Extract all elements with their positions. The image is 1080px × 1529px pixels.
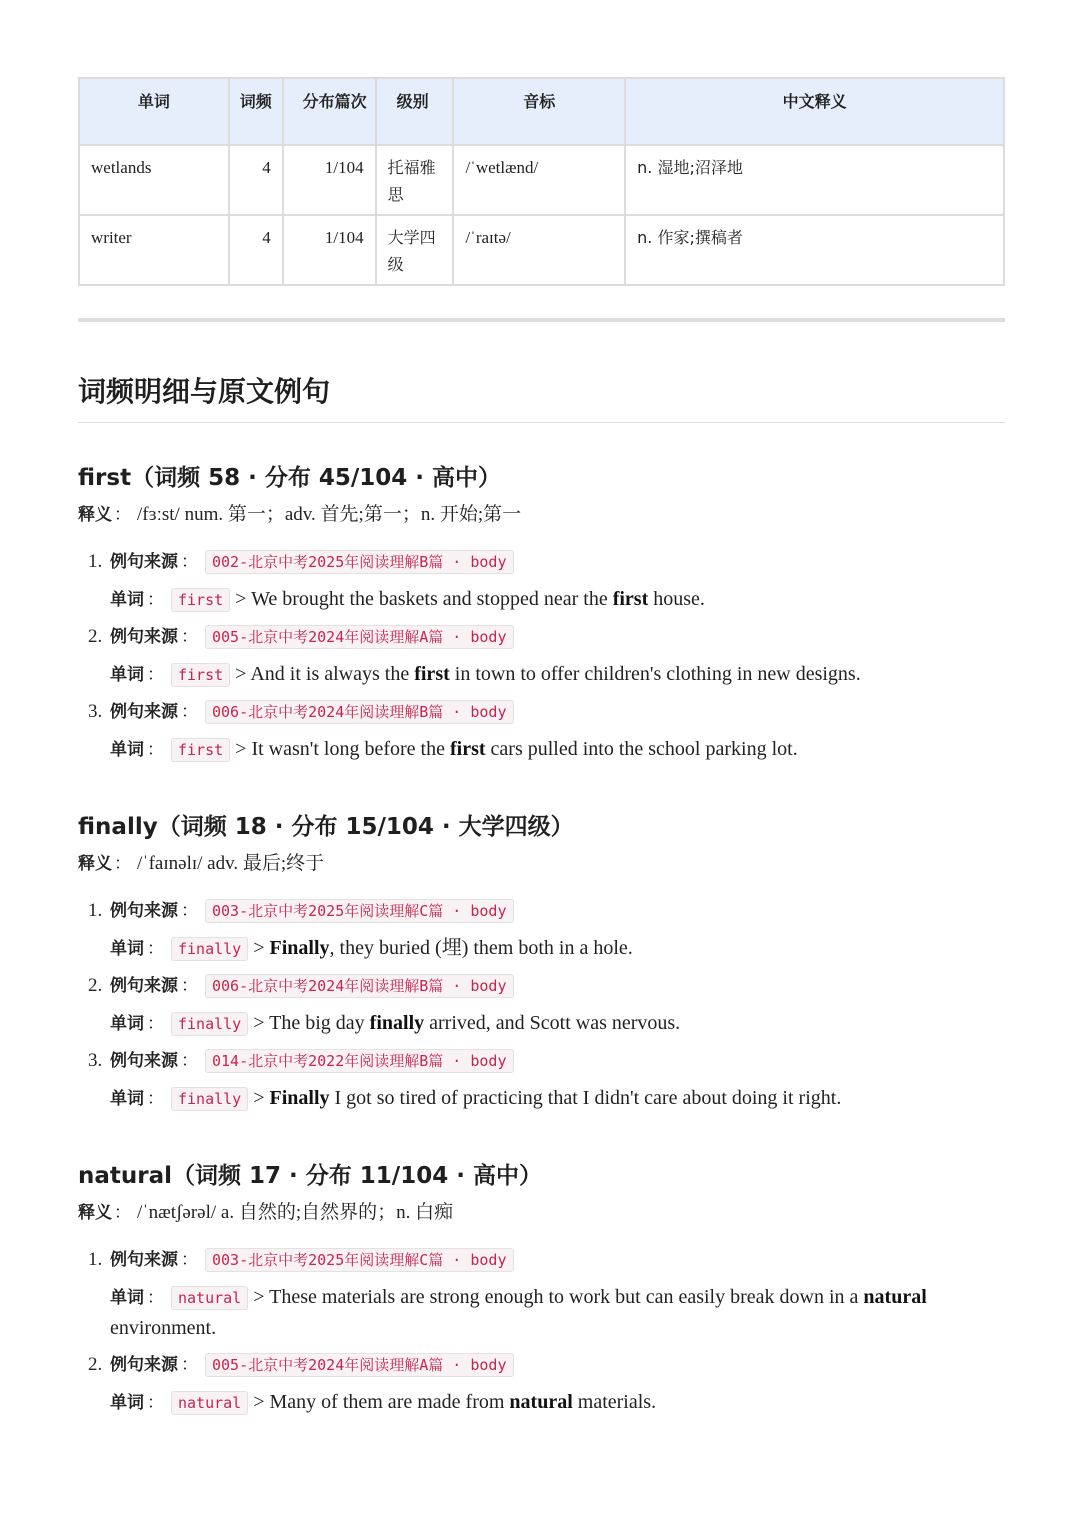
- source-line: [110, 1046, 1005, 1076]
- word-entry: [78, 810, 1005, 1121]
- word-tag: first: [171, 588, 230, 612]
- example-number: 1.: [88, 551, 103, 572]
- horizontal-rule: [78, 318, 1005, 322]
- label-separator: ：: [181, 1051, 198, 1071]
- word-tag: first: [171, 663, 230, 687]
- header-chinese-meaning: 中文释义: [625, 78, 1004, 145]
- highlighted-word: first: [414, 663, 450, 685]
- highlighted-word: first: [449, 738, 486, 760]
- label-separator: ：: [181, 552, 198, 572]
- sentence-arrow: >: [248, 937, 270, 959]
- header-frequency: 词频: [229, 78, 283, 145]
- source-tag: 014-北京中考2022年阅读理解B篇 · body: [205, 1049, 514, 1073]
- example-sentence: [248, 1012, 680, 1034]
- header-phonetic: 音标: [453, 78, 625, 145]
- source-line: [110, 547, 1005, 577]
- sentence-text: cars pulled into the school parking lot.: [485, 738, 798, 760]
- word-label: 单词: [110, 1014, 144, 1034]
- sentence-line: [110, 1083, 1005, 1121]
- example-number: 3.: [88, 701, 103, 722]
- document-page: [78, 77, 1005, 1425]
- word-label: 单词: [110, 740, 144, 760]
- label-separator: ：: [181, 976, 198, 996]
- highlighted-word: natural: [509, 1391, 573, 1413]
- label-separator: ：: [147, 939, 164, 959]
- example-sentence: [248, 1391, 656, 1413]
- word-label: 单词: [110, 590, 144, 610]
- sentence-text: And it is always the: [250, 663, 415, 685]
- word-label: 单词: [110, 939, 144, 959]
- cell-frequency: 4: [229, 215, 283, 285]
- sentence-text: in town to offer children's clothing in new designs.: [449, 663, 861, 685]
- highlighted-word: Finally: [269, 1087, 330, 1109]
- source-label: 例句来源: [110, 702, 178, 722]
- definition-label: 释义: [78, 854, 112, 874]
- header-distribution: 分布篇次: [283, 78, 376, 145]
- header-level: 级别: [376, 78, 454, 145]
- sentence-text: I got so tired of practicing that I didn't care about doing it right.: [329, 1087, 842, 1109]
- word-tag: finally: [171, 937, 248, 961]
- sentence-line: [110, 659, 1005, 697]
- word-tag: natural: [171, 1286, 248, 1310]
- sentence-text: environment.: [110, 1317, 217, 1339]
- label-separator: ：: [181, 627, 198, 647]
- examples-list: [78, 1245, 1005, 1425]
- example-sentence: [248, 937, 633, 959]
- word-tag: first: [171, 738, 230, 762]
- header-word: 单词: [79, 78, 229, 145]
- example-number: 2.: [88, 1354, 103, 1375]
- source-line: [110, 1350, 1005, 1380]
- example-number: 3.: [88, 1050, 103, 1071]
- label-separator: ：: [147, 1288, 164, 1308]
- sentence-line: [110, 1008, 1005, 1046]
- sentence-line: [110, 584, 1005, 622]
- examples-list: [78, 547, 1005, 772]
- sentence-text: These materials are strong enough to work but can easily break down in a: [269, 1286, 864, 1308]
- sentence-arrow: >: [248, 1087, 270, 1109]
- sentence-line: [110, 933, 1005, 971]
- section-title: 词频明细与原文例句: [78, 372, 1005, 423]
- cell-chinese-meaning: n. 作家;撰稿者: [625, 215, 1004, 285]
- example-item: [78, 1245, 1005, 1350]
- sentence-text: It wasn't long before the: [251, 738, 450, 760]
- source-tag: 002-北京中考2025年阅读理解B篇 · body: [205, 550, 514, 574]
- source-label: 例句来源: [110, 1355, 178, 1375]
- sentence-text: The big day: [269, 1012, 370, 1034]
- cell-phonetic: /ˈwetlænd/: [453, 145, 625, 215]
- source-label: 例句来源: [110, 627, 178, 647]
- definition-line: [78, 1199, 1005, 1227]
- label-separator: ：: [114, 1203, 131, 1223]
- sentence-text: We brought the baskets and stopped near the: [251, 588, 613, 610]
- word-tag: natural: [171, 1391, 248, 1415]
- sentence-arrow: >: [248, 1391, 270, 1413]
- sentence-line: [110, 734, 1005, 772]
- sentence-text: , they buried (埋) them both in a hole.: [329, 937, 633, 959]
- label-separator: ：: [147, 1089, 164, 1109]
- cell-distribution: 1/104: [283, 145, 376, 215]
- cell-chinese-meaning: n. 湿地;沼泽地: [625, 145, 1004, 215]
- label-separator: ：: [181, 1355, 198, 1375]
- example-sentence: [230, 738, 798, 760]
- definition-line: [78, 501, 1005, 529]
- source-label: 例句来源: [110, 901, 178, 921]
- sentence-line: [110, 1387, 1005, 1425]
- example-number: 1.: [88, 1249, 103, 1270]
- sentence-arrow: >: [230, 663, 251, 685]
- source-line: [110, 1245, 1005, 1275]
- entry-heading: natural（词频 17 · 分布 11/104 · 高中）: [78, 1163, 542, 1189]
- highlighted-word: Finally: [269, 937, 330, 959]
- label-separator: ：: [147, 1014, 164, 1034]
- label-separator: ：: [181, 1250, 198, 1270]
- sentence-text: arrived, and Scott was nervous.: [424, 1012, 681, 1034]
- source-line: [110, 697, 1005, 727]
- label-separator: ：: [114, 505, 131, 525]
- source-label: 例句来源: [110, 1250, 178, 1270]
- cell-level: 大学四级: [376, 215, 454, 285]
- example-item: [78, 896, 1005, 971]
- example-item: [78, 697, 1005, 772]
- example-item: [78, 971, 1005, 1046]
- cell-word: wetlands: [79, 145, 229, 215]
- label-separator: ：: [181, 702, 198, 722]
- definition-label: 释义: [78, 1203, 112, 1223]
- vocabulary-table: [78, 77, 1005, 286]
- word-entry: [78, 1159, 1005, 1425]
- example-item: [78, 622, 1005, 697]
- source-tag: 006-北京中考2024年阅读理解B篇 · body: [205, 700, 514, 724]
- label-separator: ：: [114, 854, 131, 874]
- word-tag: finally: [171, 1087, 248, 1111]
- entries-list: [78, 461, 1005, 1425]
- cell-level: 托福雅思: [376, 145, 454, 215]
- label-separator: ：: [147, 590, 164, 610]
- source-line: [110, 622, 1005, 652]
- source-tag: 003-北京中考2025年阅读理解C篇 · body: [205, 899, 514, 923]
- word-label: 单词: [110, 1393, 144, 1413]
- sentence-text: house.: [648, 588, 705, 610]
- sentence-arrow: >: [230, 588, 252, 610]
- source-label: 例句来源: [110, 976, 178, 996]
- definition-text: /fɜːst/ num. 第一；adv. 首先;第一；n. 开始;第一: [137, 504, 522, 525]
- word-tag: finally: [171, 1012, 248, 1036]
- source-line: [110, 896, 1005, 926]
- highlighted-word: finally: [369, 1012, 425, 1034]
- example-sentence: [248, 1087, 841, 1109]
- word-label: 单词: [110, 1288, 144, 1308]
- cell-distribution: 1/104: [283, 215, 376, 285]
- cell-phonetic: /ˈraɪtə/: [453, 215, 625, 285]
- label-separator: ：: [181, 901, 198, 921]
- definition-text: /ˈfaɪnəlɪ/ adv. 最后;终于: [137, 853, 325, 874]
- example-item: [78, 547, 1005, 622]
- example-item: [78, 1350, 1005, 1425]
- entry-heading: finally（词频 18 · 分布 15/104 · 大学四级）: [78, 814, 574, 840]
- source-tag: 005-北京中考2024年阅读理解A篇 · body: [205, 1353, 514, 1377]
- table-row: [79, 215, 1004, 285]
- example-number: 2.: [88, 975, 103, 996]
- sentence-arrow: >: [248, 1286, 270, 1308]
- source-line: [110, 971, 1005, 1001]
- definition-text: /ˈnætʃərəl/ a. 自然的;自然界的；n. 白痴: [137, 1202, 454, 1223]
- highlighted-word: natural: [863, 1286, 927, 1308]
- cell-frequency: 4: [229, 145, 283, 215]
- highlighted-word: first: [612, 588, 649, 610]
- definition-label: 释义: [78, 505, 112, 525]
- examples-list: [78, 896, 1005, 1121]
- source-label: 例句来源: [110, 1051, 178, 1071]
- label-separator: ：: [147, 1393, 164, 1413]
- source-tag: 006-北京中考2024年阅读理解B篇 · body: [205, 974, 514, 998]
- example-number: 1.: [88, 900, 103, 921]
- table-header-row: [79, 78, 1004, 145]
- sentence-text: Many of them are made from: [269, 1391, 510, 1413]
- definition-line: [78, 850, 1005, 878]
- label-separator: ：: [147, 740, 164, 760]
- cell-word: writer: [79, 215, 229, 285]
- sentence-text: materials.: [572, 1391, 657, 1413]
- sentence-arrow: >: [230, 738, 252, 760]
- example-sentence: [230, 588, 705, 610]
- example-sentence: [230, 663, 861, 685]
- word-label: 单词: [110, 1089, 144, 1109]
- label-separator: ：: [147, 665, 164, 685]
- word-label: 单词: [110, 665, 144, 685]
- source-tag: 005-北京中考2024年阅读理解A篇 · body: [205, 625, 514, 649]
- source-label: 例句来源: [110, 552, 178, 572]
- source-tag: 003-北京中考2025年阅读理解C篇 · body: [205, 1248, 514, 1272]
- example-item: [78, 1046, 1005, 1121]
- table-row: [79, 145, 1004, 215]
- entry-heading: first（词频 58 · 分布 45/104 · 高中）: [78, 465, 502, 491]
- example-number: 2.: [88, 626, 103, 647]
- sentence-arrow: >: [248, 1012, 270, 1034]
- sentence-line: [110, 1282, 1005, 1350]
- word-entry: [78, 461, 1005, 772]
